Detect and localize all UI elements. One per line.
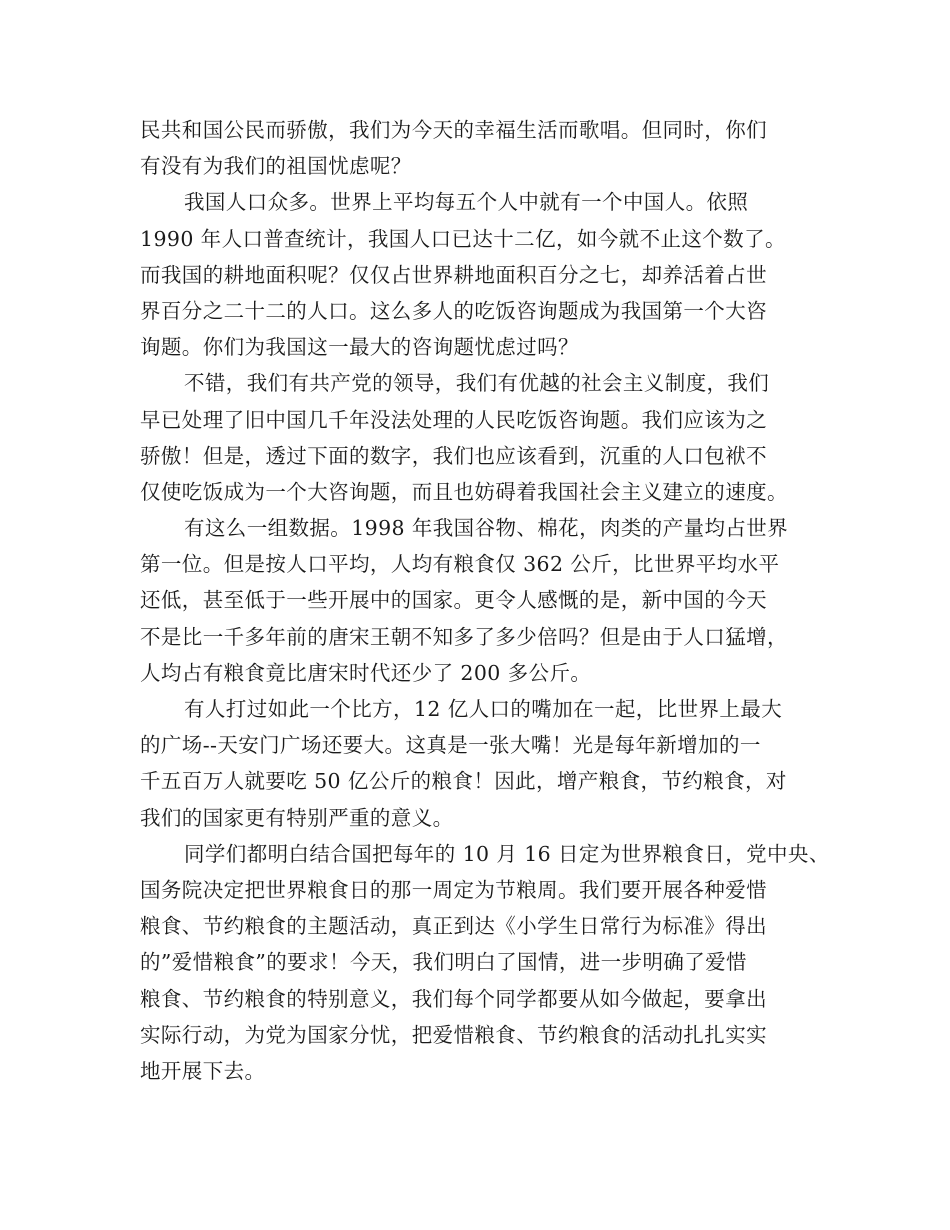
- text-line: 地开展下去。: [140, 1058, 266, 1083]
- text-line: 而我国的耕地面积呢？仅仅占世界耕地面积百分之七，却养活着占世: [140, 262, 767, 287]
- text-line: 第一位。但是按人口平均，人均有粮食仅 362 公斤，比世界平均水平: [140, 552, 780, 577]
- text-line: 有没有为我们的祖国忧虑呢？: [140, 154, 412, 179]
- body-text: [140, 112, 830, 1089]
- text-line: 千五百万人就要吃 50 亿公斤的粮食！因此，增产粮食，节约粮食，对: [140, 769, 787, 794]
- text-line: 的广场--天安门广场还要大。这真是一张大嘴！光是每年新增加的一: [140, 733, 761, 758]
- paragraph-first-line: 同学们都明白结合国把每年的 10 月 16 日定为世界粮食日，党中央、: [184, 841, 830, 866]
- text-line: 还低，甚至低于一些开展中的国家。更令人感慨的是，新中国的今天: [140, 588, 767, 613]
- text-line: 的”爱惜粮食”的要求！今天，我们明白了国情，进一步明确了爱惜: [140, 950, 747, 975]
- text-line: 民共和国公民而骄傲，我们为今天的幸福生活而歌唱。但同时，你们: [140, 118, 767, 142]
- text-line: 实际行动，为党为国家分忧，把爱惜粮食、节约粮食的活动扎扎实实: [140, 1022, 767, 1047]
- text-line: 人均占有粮食竟比唐宋时代还少了 200 多公斤。: [140, 660, 592, 685]
- text-line: 询题。你们为我国这一最大的咨询题忧虑过吗？: [140, 335, 579, 360]
- text-line: 界百分之二十二的人口。这么多人的吃饭咨询题成为我国第一个大咨: [140, 298, 767, 323]
- text-line: 1990 年人口普查统计，我国人口已达十二亿，如今就不止这个数了。: [140, 226, 786, 251]
- text-line: 粮食、节约粮食的主题活动，真正到达《小学生日常行为标准》得出: [140, 914, 767, 939]
- paragraph-first-line: 有这么一组数据。1998 年我国谷物、棉花，肉类的产量均占世界: [184, 516, 789, 541]
- text-line: 粮食、节约粮食的特别意义，我们每个同学都要从如今做起，要拿出: [140, 986, 767, 1011]
- paragraph-first-line: 有人打过如此一个比方，12 亿人口的嘴加在一起，比世界上最大: [184, 697, 783, 721]
- text-line: 仅使吃饭成为一个大咨询题，而且也妨碍着我国社会主义建立的速度。: [140, 479, 788, 504]
- text-line: 骄傲！但是，透过下面的数字，我们也应该看到，沉重的人口包袱不: [140, 443, 767, 468]
- text-line: 不是比一千多年前的唐宋王朝不知多了多少倍吗？但是由于人口猛增，: [140, 624, 788, 649]
- paragraph-first-line: 不错，我们有共产党的领导，我们有优越的社会主义制度，我们: [184, 371, 770, 396]
- text-line: 国务院决定把世界粮食日的那一周定为节粮周。我们要开展各种爱惜: [140, 877, 767, 902]
- paragraph-first-line: 我国人口众多。世界上平均每五个人中就有一个中国人。依照: [184, 190, 749, 215]
- text-line: 我们的国家更有特别严重的意义。: [140, 805, 454, 830]
- text-line: 早已处理了旧中国几千年没法处理的人民吃饭咨询题。我们应该为之: [140, 407, 767, 432]
